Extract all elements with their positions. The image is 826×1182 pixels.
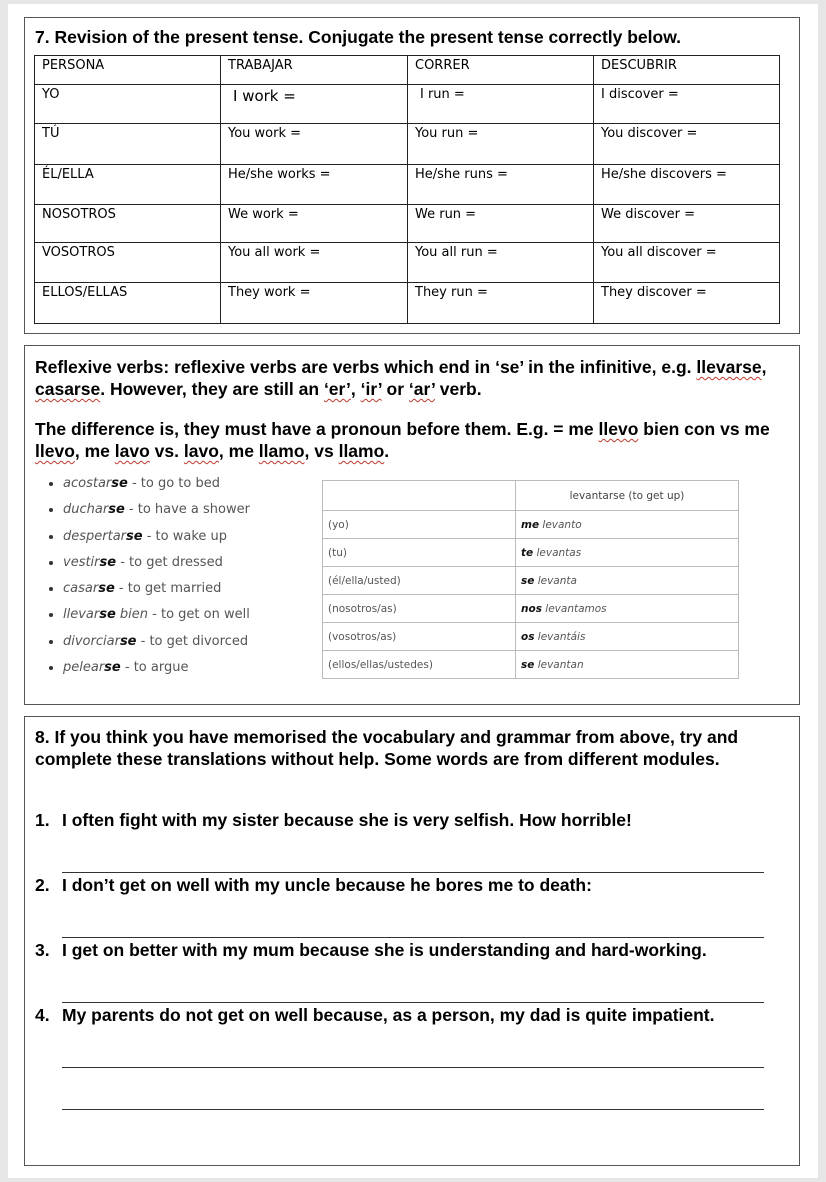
- answer-line-3[interactable]: [62, 1002, 764, 1003]
- levantarse-table: [322, 480, 739, 679]
- answer-cell[interactable]: You all run =: [408, 243, 594, 283]
- reflexive-intro: Reflexive verbs: reflexive verbs are verbs which end in ‘se’ in the infinitive, e.g. llevarse, casarse. However, they are still an ‘er’, ‘ir’ or ‘ar’ verb.: [35, 357, 767, 399]
- answer-cell[interactable]: I work =: [221, 85, 408, 124]
- answer-cell[interactable]: You work =: [221, 124, 408, 165]
- person-cell: (yo): [323, 511, 516, 539]
- person-cell: (ellos/ellas/ustedes): [323, 651, 516, 679]
- section-7-box: [24, 17, 800, 334]
- persona-cell: ELLOS/ELLAS: [35, 283, 221, 324]
- table-row: [323, 595, 739, 623]
- section-8-title: 8. If you think you have memorised the vocabulary and grammar from above, try and complete these translations without help. Some words are from different modules.: [35, 727, 739, 769]
- answer-line-2[interactable]: [62, 937, 764, 938]
- table-row: [323, 539, 739, 567]
- table-row: [35, 243, 780, 283]
- answer-line-4b[interactable]: [62, 1109, 764, 1110]
- header-trabajar: TRABAJAR: [221, 56, 408, 85]
- form-cell: nos levantamos: [516, 595, 739, 623]
- answer-cell[interactable]: I run =: [408, 85, 594, 124]
- persona-cell: VOSOTROS: [35, 243, 221, 283]
- reflexive-difference: The difference is, they must have a pronoun before them. E.g. = me llevo bien con vs me llevo, me lavo vs. lavo, me llamo, vs llamo.: [35, 419, 770, 461]
- answer-cell[interactable]: You all discover =: [594, 243, 780, 283]
- person-cell: (él/ella/usted): [323, 567, 516, 595]
- question-4: 4. My parents do not get on well because, as a person, my dad is quite impatient.: [35, 1005, 715, 1025]
- present-tense-table: [34, 55, 780, 324]
- form-cell: os levantáis: [516, 623, 739, 651]
- worksheet-page: [8, 4, 818, 1178]
- answer-cell[interactable]: You run =: [408, 124, 594, 165]
- empty-header-cell: [323, 481, 516, 511]
- list-item: • acostarse - to go to bed: [63, 474, 250, 500]
- section-7-title: 7. Revision of the present tense. Conjugate the present tense correctly below.: [35, 27, 682, 47]
- section-8-box: [24, 716, 800, 1166]
- table-header-row: [35, 56, 780, 85]
- table-row: [35, 165, 780, 205]
- answer-line-4a[interactable]: [62, 1067, 764, 1068]
- list-item: • casarse - to get married: [63, 579, 250, 605]
- reflexive-verb-list: [43, 474, 250, 684]
- person-cell: (nosotros/as): [323, 595, 516, 623]
- answer-cell[interactable]: He/she discovers =: [594, 165, 780, 205]
- answer-cell[interactable]: You discover =: [594, 124, 780, 165]
- list-item: • vestirse - to get dressed: [63, 553, 250, 579]
- list-item: • pelearse - to argue: [63, 658, 250, 684]
- table-header-row: [323, 481, 739, 511]
- table-row: [35, 124, 780, 165]
- answer-cell[interactable]: They run =: [408, 283, 594, 324]
- table-row: [323, 651, 739, 679]
- table-row: [323, 623, 739, 651]
- table-row: [323, 567, 739, 595]
- form-cell: te levantas: [516, 539, 739, 567]
- person-cell: (tu): [323, 539, 516, 567]
- header-descubrir: DESCUBRIR: [594, 56, 780, 85]
- levantarse-header: levantarse (to get up): [516, 481, 739, 511]
- person-cell: (vosotros/as): [323, 623, 516, 651]
- list-item: • llevarse bien - to get on well: [63, 605, 250, 631]
- persona-cell: TÚ: [35, 124, 221, 165]
- list-item: • divorciarse - to get divorced: [63, 632, 250, 658]
- persona-cell: YO: [35, 85, 221, 124]
- table-row: [323, 511, 739, 539]
- form-cell: se levanta: [516, 567, 739, 595]
- question-2: 2. I don’t get on well with my uncle because he bores me to death:: [35, 875, 592, 895]
- header-persona: PERSONA: [35, 56, 221, 85]
- form-cell: se levantan: [516, 651, 739, 679]
- answer-cell[interactable]: We work =: [221, 205, 408, 243]
- question-1: 1. I often fight with my sister because she is very selfish. How horrible!: [35, 810, 632, 830]
- answer-cell[interactable]: They work =: [221, 283, 408, 324]
- table-row: [35, 205, 780, 243]
- persona-cell: ÉL/ELLA: [35, 165, 221, 205]
- table-row: [35, 283, 780, 324]
- answer-cell[interactable]: We run =: [408, 205, 594, 243]
- answer-cell[interactable]: They discover =: [594, 283, 780, 324]
- list-item: • ducharse - to have a shower: [63, 500, 250, 526]
- answer-cell[interactable]: He/she works =: [221, 165, 408, 205]
- list-item: • despertarse - to wake up: [63, 527, 250, 553]
- answer-cell[interactable]: You all work =: [221, 243, 408, 283]
- header-correr: CORRER: [408, 56, 594, 85]
- persona-cell: NOSOTROS: [35, 205, 221, 243]
- table-row: [35, 85, 780, 124]
- reflexive-verbs-box: [24, 345, 800, 705]
- answer-line-1[interactable]: [62, 872, 764, 873]
- question-3: 3. I get on better with my mum because she is understanding and hard-working.: [35, 940, 707, 960]
- answer-cell[interactable]: He/she runs =: [408, 165, 594, 205]
- answer-cell[interactable]: We discover =: [594, 205, 780, 243]
- answer-cell[interactable]: I discover =: [594, 85, 780, 124]
- form-cell: me levanto: [516, 511, 739, 539]
